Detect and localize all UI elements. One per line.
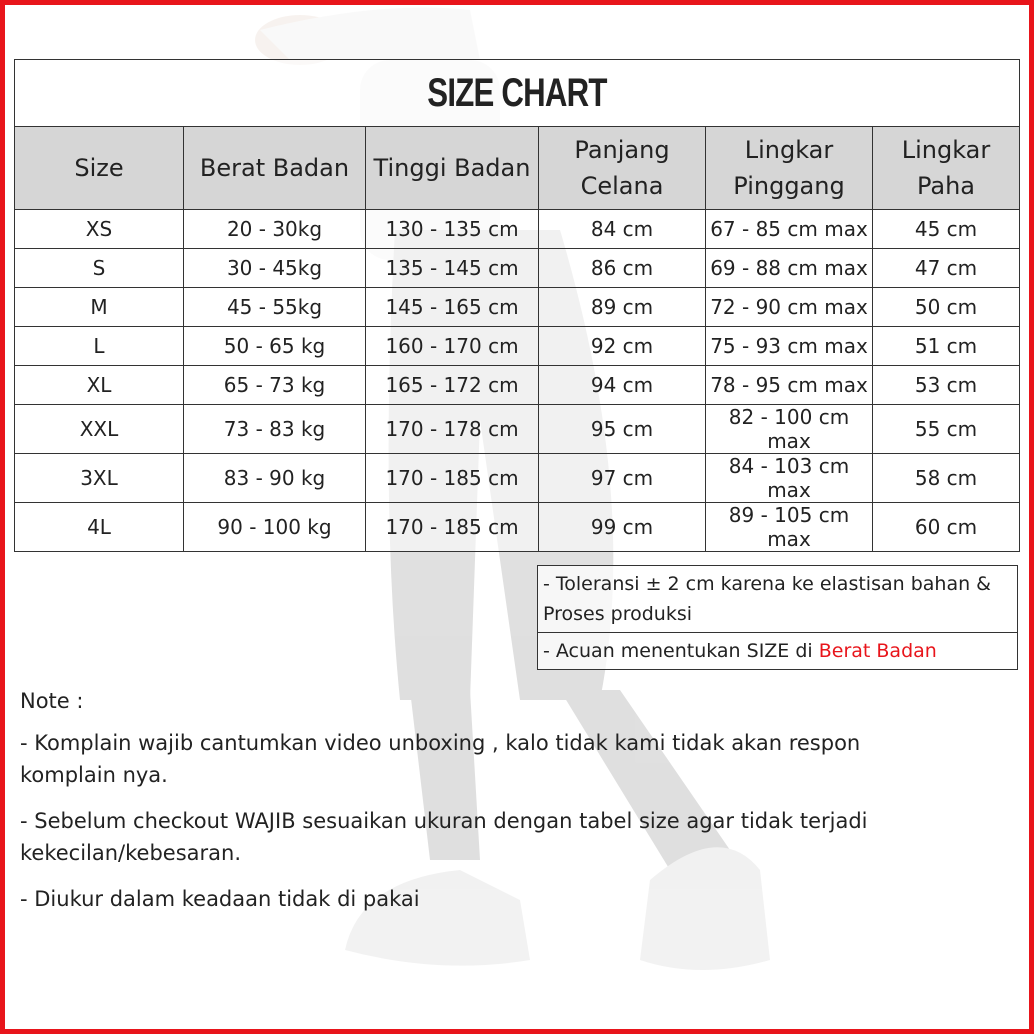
notes-title: Note : [20, 689, 84, 713]
height-cell: 145 - 165 cm [366, 288, 539, 327]
thigh-cell: 60 cm [873, 503, 1020, 552]
column-header-lingkar-pinggang: Lingkar Pinggang [706, 127, 873, 210]
height-cell: 165 - 172 cm [366, 366, 539, 405]
table-row [15, 327, 1020, 366]
size-chart-title-cell [15, 60, 1020, 127]
table-row [15, 288, 1020, 327]
size-cell: L [15, 327, 184, 366]
weight-cell: 65 - 73 kg [184, 366, 366, 405]
thigh-cell: 53 cm [873, 366, 1020, 405]
size-cell: 3XL [15, 454, 184, 503]
thigh-cell: 55 cm [873, 405, 1020, 454]
size-reference-highlight: Berat Badan [818, 640, 937, 662]
size-chart-table [14, 59, 1020, 552]
column-header-size: Size [15, 127, 184, 210]
weight-cell: 73 - 83 kg [184, 405, 366, 454]
size-cell: 4L [15, 503, 184, 552]
note-item: - Sebelum checkout WAJIB sesuaikan ukuran dengan tabel size agar tidak terjadi kekecilan/kebesaran. [20, 809, 868, 865]
waist-cell: 82 - 100 cm max [706, 405, 873, 454]
height-cell: 135 - 145 cm [366, 249, 539, 288]
size-chart-title: SIZE CHART [427, 70, 607, 115]
weight-cell: 90 - 100 kg [184, 503, 366, 552]
column-header-panjang-celana: Panjang Celana [539, 127, 706, 210]
size-cell: XXL [15, 405, 184, 454]
thigh-cell: 51 cm [873, 327, 1020, 366]
weight-cell: 20 - 30kg [184, 210, 366, 249]
thigh-cell: 58 cm [873, 454, 1020, 503]
table-row [15, 210, 1020, 249]
waist-cell: 78 - 95 cm max [706, 366, 873, 405]
column-header-lingkar-paha: Lingkar Paha [873, 127, 1020, 210]
length-cell: 84 cm [539, 210, 706, 249]
size-cell: M [15, 288, 184, 327]
weight-cell: 50 - 65 kg [184, 327, 366, 366]
tolerance-note: - Toleransi ± 2 cm karena ke elastisan bahan & Proses produksi [538, 566, 1018, 633]
column-header-berat-badan: Berat Badan [184, 127, 366, 210]
size-reference-prefix: - Acuan menentukan SIZE di [543, 640, 819, 662]
info-box [537, 565, 1018, 670]
height-cell: 170 - 178 cm [366, 405, 539, 454]
waist-cell: 72 - 90 cm max [706, 288, 873, 327]
table-row [15, 503, 1020, 552]
height-cell: 130 - 135 cm [366, 210, 539, 249]
table-row [15, 366, 1020, 405]
waist-cell: 67 - 85 cm max [706, 210, 873, 249]
thigh-cell: 47 cm [873, 249, 1020, 288]
size-cell: XL [15, 366, 184, 405]
thigh-cell: 50 cm [873, 288, 1020, 327]
size-reference-note [538, 633, 1018, 670]
waist-cell: 84 - 103 cm max [706, 454, 873, 503]
length-cell: 99 cm [539, 503, 706, 552]
length-cell: 92 cm [539, 327, 706, 366]
length-cell: 89 cm [539, 288, 706, 327]
table-row [15, 454, 1020, 503]
weight-cell: 45 - 55kg [184, 288, 366, 327]
column-header-tinggi-badan: Tinggi Badan [366, 127, 539, 210]
waist-cell: 75 - 93 cm max [706, 327, 873, 366]
length-cell: 95 cm [539, 405, 706, 454]
size-cell: XS [15, 210, 184, 249]
weight-cell: 83 - 90 kg [184, 454, 366, 503]
waist-cell: 89 - 105 cm max [706, 503, 873, 552]
height-cell: 170 - 185 cm [366, 454, 539, 503]
height-cell: 160 - 170 cm [366, 327, 539, 366]
size-cell: S [15, 249, 184, 288]
note-item: - Diukur dalam keadaan tidak di pakai [20, 887, 420, 911]
notes-section [20, 685, 870, 929]
height-cell: 170 - 185 cm [366, 503, 539, 552]
table-row [15, 249, 1020, 288]
table-row [15, 405, 1020, 454]
weight-cell: 30 - 45kg [184, 249, 366, 288]
length-cell: 86 cm [539, 249, 706, 288]
length-cell: 94 cm [539, 366, 706, 405]
note-item: - Komplain wajib cantumkan video unboxing , kalo tidak kami tidak akan respon komplain nya. [20, 731, 861, 787]
length-cell: 97 cm [539, 454, 706, 503]
table-header-row [15, 127, 1020, 210]
waist-cell: 69 - 88 cm max [706, 249, 873, 288]
thigh-cell: 45 cm [873, 210, 1020, 249]
